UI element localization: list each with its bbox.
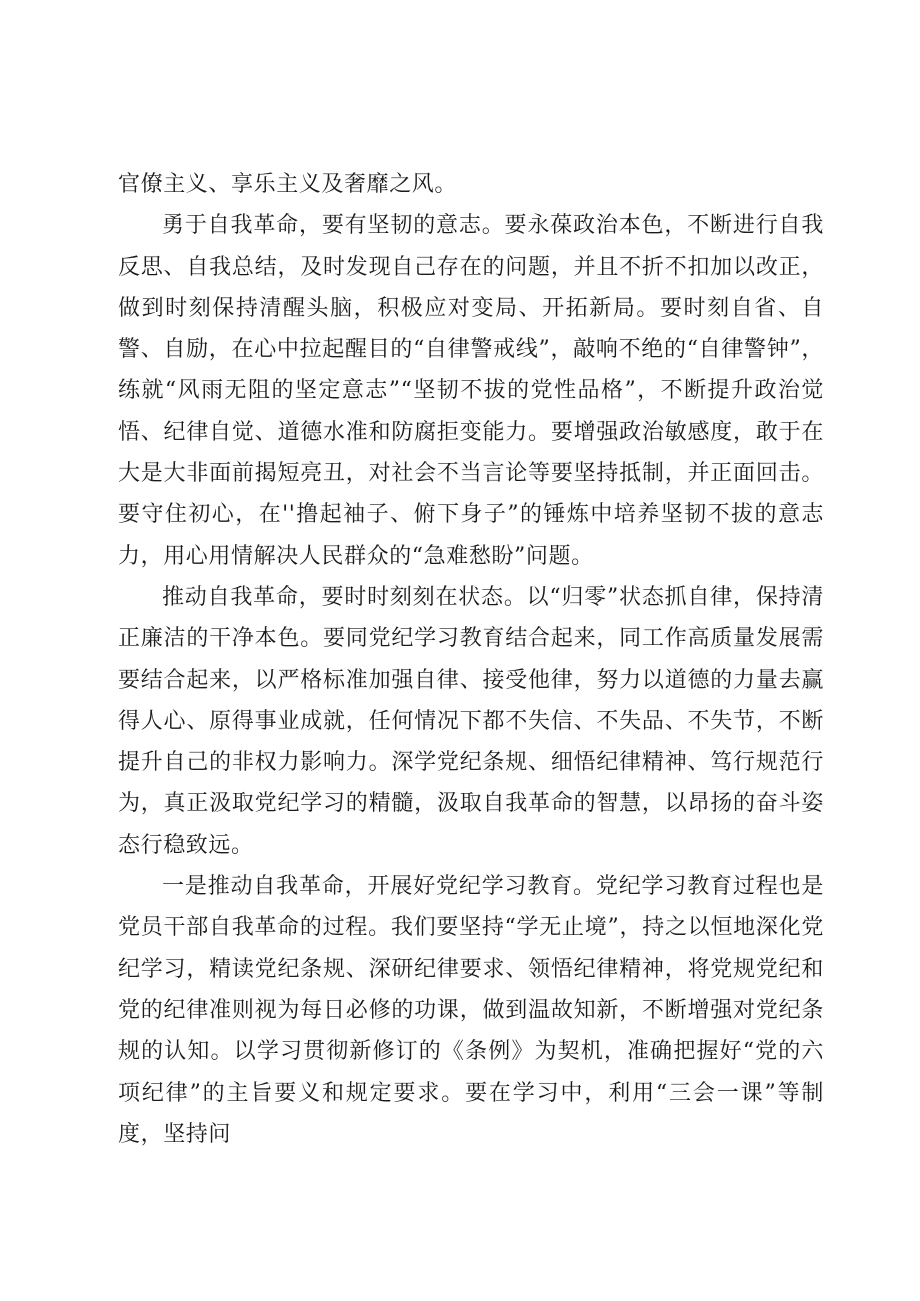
paragraph-1: 官僚主义、享乐主义及奢靡之风。: [118, 172, 458, 197]
paragraph-2: 勇于自我革命，要有坚韧的意志。要永葆政治本色，不断进行自我反思、自我总结，及时发现自己存在的问题，并且不折不扣加以改正，做到时刻保持清醒头脑，积极应对变局、开拓新局。要时刻自省、自警、自励，在心中拉起醒目的“自律警戒线”，敲响不绝的“自律警钟”，练就“风雨无阻的坚定意志”“坚韧不拔的党性品格”，不断提升政治觉悟、纪律自觉、道德水准和防腐拒变能力。要增强政治敏感度，敢于在大是大非面前揭短亮丑，对社会不当言论等要坚持抵制，并正面回击。要守住初心，在''撸起袖子、俯下身子”的锤炼中培养坚韧不拔的意志力，用心用情解决人民群众的“急难愁盼”问题。: [118, 213, 824, 569]
document-body: [118, 164, 824, 1155]
paragraph-3: 推动自我革命，要时时刻刻在状态。以“归零”状态抓自律，保持清正廉洁的干净本色。要同党纪学习教育结合起来，同工作高质量发展需要结合起来，以严格标准加强自律、接受他律，努力以道德的力量去赢得人心、原得事业成就，任何情况下都不失信、不失品、不失节，不断提升自己的非权力影响力。深学党纪条规、细悟纪律精神、笃行规范行为，真正汲取党纪学习的精髓，汲取自我革命的智慧，以昂扬的奋斗姿态行稳致远。: [118, 584, 824, 858]
paragraph-4: 一是推动自我革命，开展好党纪学习教育。党纪学习教育过程也是党员干部自我革命的过程。我们要坚持“学无止境”，持之以恒地深化党纪学习，精读党纪条规、深研纪律要求、领悟纪律精神，将党规党纪和党的纪律准则视为每日必修的功课，做到温故知新，不断增强对党纪条规的认知。以学习贯彻新修订的《条例》为契机，准确把握好“党的六项纪律”的主旨要义和规定要求。要在学习中，利用“三会一课”等制度，坚持问: [118, 874, 824, 1147]
